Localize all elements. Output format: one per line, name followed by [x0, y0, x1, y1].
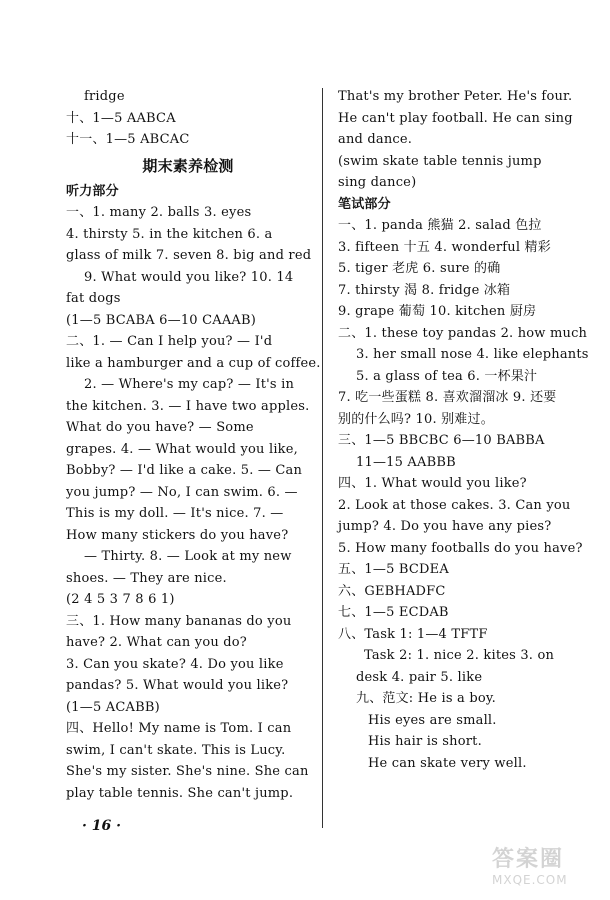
answer-line: His hair is short.: [368, 734, 482, 749]
answer-line: 2. Look at those cakes. 3. Can you: [338, 497, 571, 513]
answer-line: 5. How many footballs do you have?: [338, 540, 583, 556]
answer-line: 7. 吃一些蛋糕 8. 喜欢溜溜冰 9. 还要: [338, 390, 557, 405]
answer-line: 5. tiger 老虎 6. sure 的确: [338, 261, 501, 276]
answer-line: fridge: [84, 89, 125, 104]
section-heading: 听力部分: [66, 183, 119, 199]
answer-line: 5. a glass of tea 6. 一杯果汁: [356, 368, 538, 384]
answer-line: 3. fifteen 十五 4. wonderful 精彩: [338, 239, 551, 255]
answer-line: 7. thirsty 渴 8. fridge 冰箱: [338, 282, 511, 298]
answer-line: swim, I can't skate. This is Lucy.: [66, 742, 286, 758]
answer-line: fat dogs: [66, 291, 121, 306]
answer-line: 二、1. these toy pandas 2. how much: [338, 325, 588, 341]
answer-line: What do you have? — Some: [66, 420, 254, 435]
answer-line: 五、1—5 BCDEA: [338, 562, 449, 577]
column-divider: [322, 88, 323, 828]
answer-line: 十、1—5 AABCA: [66, 110, 176, 126]
page-number: · 16 ·: [82, 818, 121, 834]
answer-line: 八、Task 1: 1—4 TFTF: [338, 626, 488, 642]
answer-line: jump? 4. Do you have any pies?: [338, 519, 552, 534]
answer-line: Task 2: 1. nice 2. kites 3. on: [364, 648, 555, 663]
answer-line: you jump? — No, I can swim. 6. —: [66, 484, 298, 500]
answer-line: 三、1—5 BBCBC 6—10 BABBA: [338, 433, 545, 448]
answer-line: His eyes are small.: [368, 712, 497, 728]
watermark-text: 答案圈: [492, 847, 565, 872]
answer-line: 六、GEBHADFC: [338, 583, 446, 599]
answer-line: 九、范文: He is a boy.: [356, 691, 497, 706]
answer-line: 四、Hello! My name is Tom. I can: [66, 721, 292, 736]
answer-line: 三、1. How many bananas do you: [66, 613, 292, 629]
right-column: [338, 86, 588, 774]
answer-line: and dance.: [338, 132, 413, 147]
left-column: [66, 86, 321, 804]
answer-line: like a hamburger and a cup of coffee.: [66, 355, 321, 371]
answer-line: This is my doll. — It's nice. 7. —: [66, 506, 284, 521]
answer-line: desk 4. pair 5. like: [356, 669, 483, 685]
answer-line: (1—5 ACABB): [66, 699, 160, 715]
answer-line: 十一、1—5 ABCAC: [66, 132, 190, 147]
answer-line: 二、1. — Can I help you? — I'd: [66, 334, 273, 349]
answer-line: grapes. 4. — What would you like,: [66, 441, 298, 457]
answer-line: the kitchen. 3. — I have two apples.: [66, 398, 310, 414]
watermark-url: MXQE.COM: [492, 873, 568, 887]
answer-line: sing dance): [338, 175, 417, 190]
section-heading: 笔试部分: [338, 196, 391, 212]
answer-line: 一、1. many 2. balls 3. eyes: [66, 205, 252, 220]
answer-line: 3. Can you skate? 4. Do you like: [66, 656, 284, 672]
answer-line: 11—15 AABBB: [356, 454, 456, 470]
answer-line: 别的什么吗? 10. 别难过。: [338, 411, 494, 427]
answer-line: She's my sister. She's nine. She can: [66, 764, 309, 779]
answer-line: play table tennis. She can't jump.: [66, 785, 294, 801]
answer-line: 9. grape 葡萄 10. kitchen 厨房: [338, 304, 537, 319]
answer-line: 四、1. What would you like?: [338, 476, 527, 491]
answer-line: 3. her small nose 4. like elephants: [356, 347, 589, 362]
answer-line: have? 2. What can you do?: [66, 635, 247, 650]
answer-line: 9. What would you like? 10. 14: [84, 269, 294, 285]
answer-line: He can't play football. He can sing: [338, 110, 573, 126]
watermark-logo: [492, 842, 602, 892]
answer-line: — Thirty. 8. — Look at my new: [84, 549, 292, 564]
answer-line: glass of milk 7. seven 8. big and red: [66, 248, 312, 263]
answer-line: pandas? 5. What would you like?: [66, 678, 289, 693]
answer-line: 2. — Where's my cap? — It's in: [84, 377, 295, 392]
answer-line: 4. thirsty 5. in the kitchen 6. a: [66, 226, 273, 242]
answer-line: shoes. — They are nice.: [66, 570, 227, 586]
answer-line: That's my brother Peter. He's four.: [338, 89, 573, 104]
section-title: 期末素养检测: [142, 156, 234, 175]
answer-line: (1—5 BCABA 6—10 CAAAB): [66, 312, 257, 328]
answer-line: He can skate very well.: [368, 755, 527, 771]
answer-line: (swim skate table tennis jump: [338, 153, 542, 169]
answer-line: 七、1—5 ECDAB: [338, 605, 449, 620]
answer-line: 一、1. panda 熊猫 2. salad 色拉: [338, 218, 542, 233]
answer-line: Bobby? — I'd like a cake. 5. — Can: [66, 463, 303, 478]
answer-line: (2 4 5 3 7 8 6 1): [66, 592, 175, 607]
answer-line: How many stickers do you have?: [66, 527, 289, 543]
